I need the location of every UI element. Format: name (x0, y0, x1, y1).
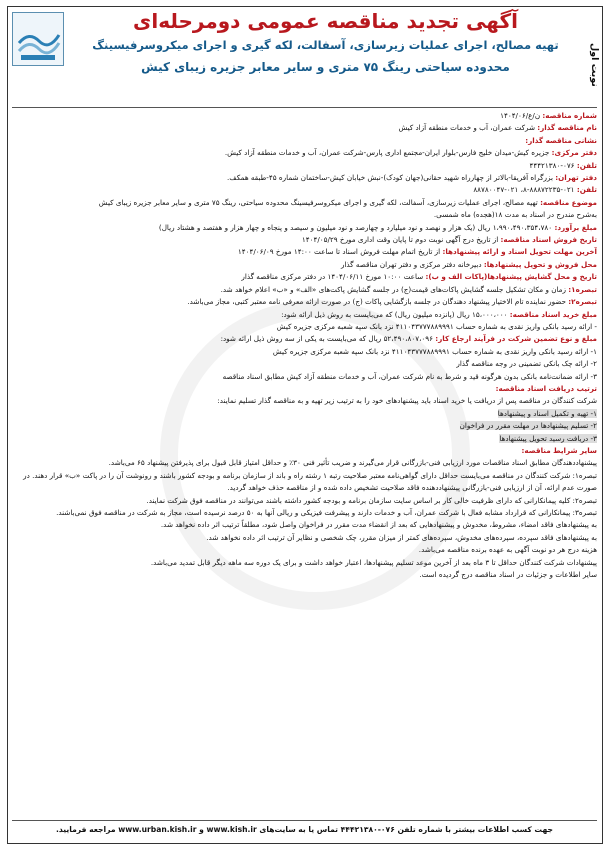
info-line-label: مبلغ و نوع تضمین شرکت در فرآیند ارجاع کار: (435, 334, 597, 344)
info-line-value: از تاریخ درج آگهی نوبت دوم تا پایان وقت اداری مورخ ۱۴۰۴/۰۵/۲۹ (301, 235, 499, 245)
order-section-title: ترتیب دریافت اسناد مناقصه: (495, 383, 597, 393)
condition-item-value: تبصره۳: پیمانکارانی که قرارداد مشابه فعال با شرکت عمران، آب و خدمات دارند و پیشرفت فیزیکی و ریالی آنها به ۵۰ درصد نرسیده است، مجاز به شرکت در مناقصه فوق نمی‌باشند. (56, 508, 597, 517)
condition-item-value: پیشنهادات شرکت کنندگان حداقل تا ۳ ماه بعد از آخرین موعد تسلیم پیشنهادها، اعتبار خواهد داشت و برای یک دوره سه ماهه دیگر قابل تمدید می‌باشد. (150, 557, 597, 567)
info-line (12, 246, 597, 258)
info-line (12, 135, 597, 147)
info-line-value: حضور نماینده تام الاختیار پیشنهاد دهندگان در جلسه بازگشایی پاکات (ج) در صورت ارائه معرفی نامه معتبر کتبی، مجاز می‌باشد. (187, 297, 566, 307)
info-line-value: ۱۵،۰۰۰،۰۰۰ ریال (پانزده میلیون ریال) که می‌بایست به روش ذیل ارائه شود: (281, 309, 508, 319)
info-line-value: ۰۲۱-۸۸۸۷۲۲۳۵-۸، ۰۲۱-۸۸۷۸۰۰۴۷ (473, 185, 575, 195)
condition-item-value: به پیشنهادهای فاقد سپرده، سپرده‌های مخدوش، سپرده‌های کمتر از میزان مقرر، چک شخصی و نظایر آن ترتیب اثر داده نخواهد شد. (206, 532, 597, 542)
info-line-label: تاریخ فروش اسناد مناقصه: (500, 235, 597, 245)
info-line-label: تلفن: (576, 185, 597, 195)
info-line-value: از تاریخ اتمام مهلت فروش اسناد تا ساعت ۱۴:۰۰ مورخ ۱۴۰۴/۰۶/۰۹ (237, 247, 441, 257)
info-line-value: ۰۷۶-۴۴۴۲۱۳۸۰ (529, 160, 575, 170)
condition-item (12, 569, 597, 581)
info-line-value: بزرگراه آفریقا-بالاتر از چهارراه شهید حقانی(جهان کودک)-نبش خیابان کیش-ساختمان شماره ۴۵-طبقه همکف. (226, 173, 553, 183)
info-line (12, 172, 597, 184)
header-divider (12, 107, 597, 108)
info-line-label: دفتر مرکزی: (551, 148, 597, 158)
info-line-value: دبیرخانه دفتر مرکزی و دفتر تهران مناقصه گذار (340, 259, 482, 269)
notice-subtitle: تهیه مصالح، اجرای عملیات زیرسازی، آسفالت، لکه گیری و اجرای میکروسرفیسینگ (92, 38, 559, 52)
condition-item (12, 557, 597, 569)
other-conditions-list (12, 457, 597, 581)
info-line-label: آخرین مهلت تحویل اسناد و ارائه پیشنهادها: (442, 247, 597, 257)
info-line-value: ساعت ۱۰:۰۰ مورخ ۱۴۰۴/۰۶/۱۱ در دفتر مرکزی مناقصه گذار (241, 272, 424, 282)
order-item (12, 408, 597, 420)
info-line (12, 259, 597, 271)
info-line-label: موضوع مناقصه: (540, 197, 597, 207)
condition-item (12, 495, 597, 507)
notice-title: آگهی تجدید مناقصه عمومی دومرحله‌ای (133, 9, 518, 33)
info-line (12, 222, 597, 234)
condition-item (12, 544, 597, 556)
logo-wave-icon (13, 13, 63, 65)
info-line-label: دفتر تهران: (555, 173, 597, 183)
info-line (12, 160, 597, 172)
info-line (12, 333, 597, 345)
notice-header (70, 8, 581, 78)
info-line (12, 147, 597, 159)
info-line-value: ۲- ارائه چک بانکی تضمینی در وجه مناقصه گذار (456, 359, 597, 369)
condition-item-value: پیشنهاددهندگان مطابق اسناد مناقصات مورد ارزیابی فنی-بازرگانی قرار می‌گیرند و ضریب تأثیر فنی ۳۰٪ و حداقل امتیاز قابل قبول برای پذیرفتن پیشنهاد ۶۵ می‌باشد. (108, 458, 597, 468)
info-line-label: تاریخ و محل گشایش پیشنهادها(پاکات الف و ب): (425, 272, 597, 282)
condition-item-value: به پیشنهادهای فاقد امضاء، مشروط، مخدوش و پیشنهادهایی که بعد از انقضاء مدت مقرر در فراخوان واصل شود، مطلقاً ترتیب اثر داده نخواهد شد. (160, 520, 597, 530)
info-line-value: شرکت عمران، آب و خدمات منطقه آزاد کیش (398, 123, 535, 133)
info-line-value: جزیره کیش-میدان خلیج فارس-بلوار ایران-مجتمع اداری پارس-شرکت عمران، آب و خدمات منطقه آزاد کیش. (224, 148, 550, 158)
order-item-value: ۳- دریافت رسید تحویل پیشنهادها (499, 433, 597, 443)
info-line (12, 284, 597, 296)
info-line-label: محل فروش و تحویل پیشنهادها: (483, 259, 597, 269)
info-line (12, 296, 597, 308)
info-line-label: تبصره۲: (568, 297, 597, 307)
notice-subtitle-area: محدوده سیاحتی رینگ ۷۵ متری و سایر معابر جزیره زیبای کیش (141, 60, 510, 74)
info-line-value: ن/ع/۱۴۰۴/۰۶ (500, 111, 541, 120)
info-line-value: - ارائه رسید بانکی واریز نقدی به شماره حساب ۴۱۱۰۴۳۷۷۷۸۸۹۹۹۱ نزد بانک سپه شعبه مرکزی جزیره کیش (276, 321, 597, 331)
info-line (12, 234, 597, 246)
condition-item (12, 470, 597, 495)
info-line (12, 122, 597, 134)
condition-item (12, 507, 597, 519)
info-line (12, 184, 597, 196)
notice-round-badge: نوبت اول (589, 43, 600, 87)
info-line (12, 309, 597, 321)
info-line-label: نام مناقصه گذار: (537, 123, 597, 133)
info-line-label: نشانی مناقصه گذار: (525, 135, 597, 145)
info-line-label: تلفن: (576, 160, 597, 170)
info-line-label: مبلغ برآورد: (554, 222, 597, 232)
order-item (12, 433, 597, 445)
info-line (12, 271, 597, 283)
notice-body (12, 110, 597, 814)
order-list (12, 408, 597, 445)
info-line (12, 110, 597, 122)
order-item (12, 420, 597, 432)
info-line (12, 321, 597, 333)
info-line-label: مبلغ خرید اسناد مناقصه: (509, 309, 597, 319)
info-line-value: ۳- ارائه ضمانت‌نامه بانکی بدون هرگونه قید و شرط به نام شرکت عمران، آب و خدمات منطقه آزاد کیش مطابق اسناد مناقصه (222, 371, 597, 381)
condition-item-value: تبصره۱: شرکت کنندگان در مناقصه می‌بایست حداقل دارای گواهی‌نامه معتبر صلاحیت رتبه ۱ رشته راه و باند از سازمان برنامه و بودجه کشور باشند و رونوشت آن را در پاکت «ب» قرار دهند. در صورت عدم ارائه، آن از ارزیابی فنی-بازرگانی پیشنهاددهنده فاقد صلاحیت تشخیص داده شده و از مناقصه حذف خواهد گردید. (23, 470, 597, 493)
contact-footer: جهت کسب اطلاعات بیشتر با شماره تلفن ۰۷۶-۴۴۴۲۱۳۸۰ تماس یا به سایت‌های www.kish.ir و www.urban.kish.ir مراجعه فرمایید. (12, 820, 597, 839)
condition-item-value: هزینه درج هر دو نوبت آگهی به عهده برنده مناقصه می‌باشد. (418, 545, 597, 555)
info-line-label: تبصره۱: (568, 284, 597, 294)
info-line-label: شماره مناقصه: (542, 111, 597, 120)
info-line-value: به‌شرح مندرج در اسناد به مدت ۱۸(هجده) ماه شمسی. (433, 210, 597, 220)
other-section-title: سایر شرایط مناقصه: (521, 445, 597, 455)
condition-item-value: سایر اطلاعات و جزئیات در اسناد مناقصه درج گردیده است. (419, 570, 597, 580)
info-line (12, 346, 597, 358)
info-line-value: ۵۲،۴۹۰،۸۰۷،۰۹۶ ریال که می‌بایست به یکی از سه روش ذیل ارائه شود: (220, 334, 433, 344)
info-line-value: ۱،۹۹۰،۴۹۰،۳۵۴،۷۸۰ ریال (یک هزار و نهصد و نود میلیارد و چهارصد و نود میلیون و سیصد و پنجاه و چهار هزار و هفتصد و هشتاد ریال) (158, 222, 553, 232)
info-line-value: زمان و مکان تشکیل جلسه گشایش پاکات‌های قیمت(ج) در جلسه گشایش پاکت‌های «الف» و «ب» اعلام خواهد شد. (220, 284, 566, 294)
condition-item (12, 519, 597, 531)
condition-item-value: تبصره۲: کلیه پیمانکارانی که دارای ظرفیت خالی کار بر اساس سایت سازمان برنامه و بودجه کشور داشته باشند می‌توانند در مناقصه فوق شرکت نمایند. (146, 495, 597, 505)
info-line (12, 358, 597, 370)
info-line (12, 371, 597, 383)
info-line-value: تهیه مصالح، اجرای عملیات زیرسازی، آسفالت، لکه گیری و اجرای میکروسرفیسینگ محدوده سیاحتی، رینگ ۷۵ متری و سایر معابر جزیره زیبای کیش (98, 197, 538, 207)
info-list (12, 110, 597, 383)
order-item-value: ۱- تهیه و تکمیل اسناد و پیشنهادها (497, 408, 597, 418)
info-line (12, 209, 597, 221)
company-logo (12, 12, 64, 66)
order-item-value: ۲- تسلیم پیشنهادها در مهلت مقرر در فراخوان (459, 421, 597, 431)
condition-item (12, 457, 597, 469)
order-intro: شرکت کنندگان در مناقصه پس از دریافت یا خرید اسناد باید پیشنهادهای خود را به ترتیب زیر تهیه و به مناقصه گذار تسلیم نمایند: (217, 396, 597, 406)
condition-item (12, 532, 597, 544)
info-line-value: ۱- ارائه رسید بانکی واریز نقدی به شماره حساب ۴۱۱۰۴۳۷۷۷۸۸۹۹۹۱ نزد بانک سپه شعبه مرکزی جزیره کیش (272, 346, 597, 356)
info-line (12, 197, 597, 209)
